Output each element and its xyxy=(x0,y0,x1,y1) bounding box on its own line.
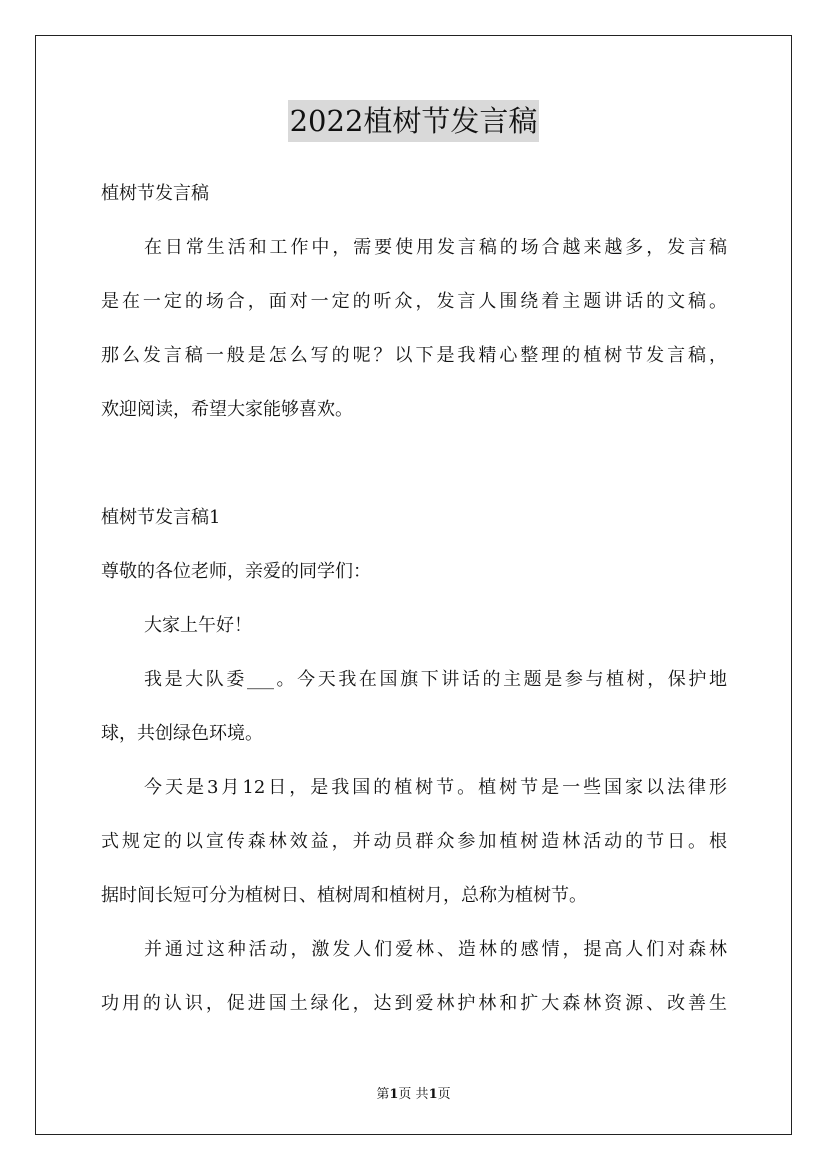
footer-suffix: 页 xyxy=(437,1087,451,1102)
footer-page-number: 1 xyxy=(389,1087,399,1102)
title-container xyxy=(0,100,827,142)
paragraph-line: 我是大队委___。今天我在国旗下讲话的主题是参与植树，保护地 xyxy=(144,669,727,690)
section-heading: 植树节发言稿 xyxy=(101,183,209,204)
paragraph-line: 据时间长短可分为植树日、植树周和植树月，总称为植树节。 xyxy=(101,885,587,906)
paragraph-line: 式规定的以宣传森林效益，并动员群众参加植树造林活动的节日。根 xyxy=(101,831,727,852)
footer-total-pages: 1 xyxy=(428,1087,438,1102)
page-footer xyxy=(0,1083,827,1102)
footer-middle: 页 共 xyxy=(398,1087,429,1102)
paragraph-line: 是在一定的场合，面对一定的听众，发言人围绕着主题讲话的文稿。 xyxy=(101,291,727,312)
paragraph-line: 功用的认识，促进国土绿化，达到爱林护林和扩大森林资源、改善生 xyxy=(101,993,727,1014)
section-heading: 植树节发言稿1 xyxy=(101,507,221,528)
salutation: 尊敬的各位老师，亲爱的同学们： xyxy=(101,561,371,582)
paragraph-line: 在日常生活和工作中，需要使用发言稿的场合越来越多，发言稿 xyxy=(144,237,727,258)
paragraph-line: 今天是3月12日，是我国的植树节。植树节是一些国家以法律形 xyxy=(144,777,727,798)
paragraph-line: 球，共创绿色环境。 xyxy=(101,723,263,744)
paragraph-line: 并通过这种活动，激发人们爱林、造林的感情，提高人们对森林 xyxy=(144,939,727,960)
paragraph-line: 那么发言稿一般是怎么写的呢？以下是我精心整理的植树节发言稿， xyxy=(101,345,727,366)
greeting: 大家上午好！ xyxy=(144,615,252,636)
paragraph-line: 欢迎阅读，希望大家能够喜欢。 xyxy=(101,399,353,420)
document-title: 2022植树节发言稿 xyxy=(288,100,540,142)
footer-prefix: 第 xyxy=(376,1087,390,1102)
